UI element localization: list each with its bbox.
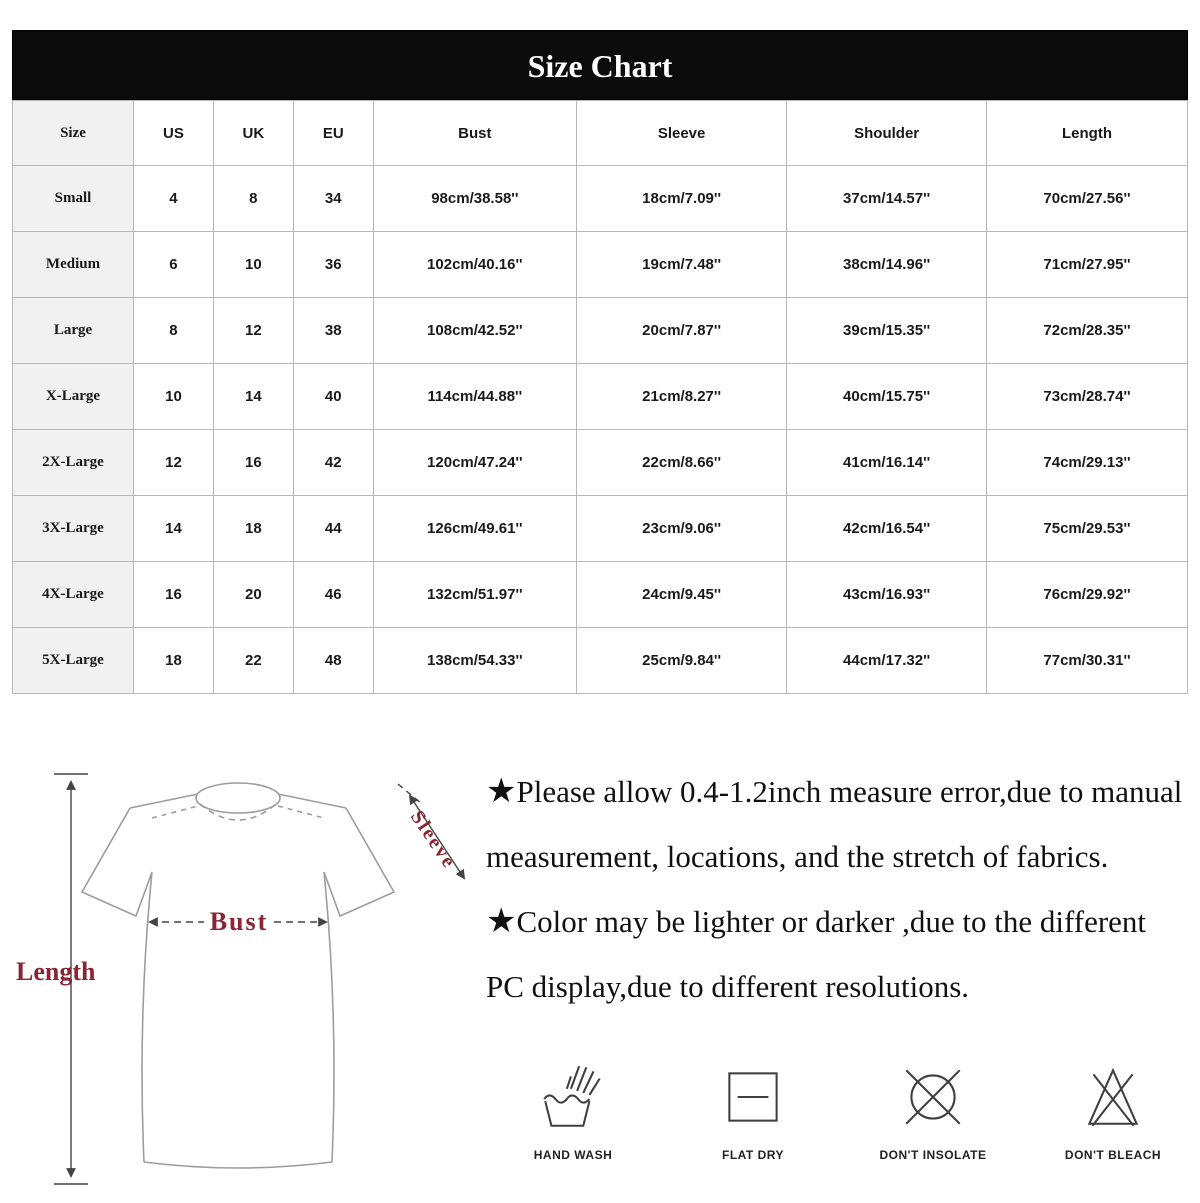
table-cell: 20 [213, 562, 293, 628]
table-cell: 40cm/15.75'' [787, 364, 987, 430]
table-row [13, 298, 1188, 364]
note-text: Please allow 0.4-1.2inch measure error,due to manual measurement, locations, and the stretch of fabrics. [486, 774, 1183, 874]
table-cell: 22cm/8.66'' [576, 430, 786, 496]
table-cell: 108cm/42.52'' [373, 298, 576, 364]
care-item-flat-dry [678, 1060, 828, 1162]
table-cell: 14 [134, 496, 214, 562]
note-item [486, 758, 1190, 888]
care-label: HAND WASH [533, 1148, 613, 1162]
table-cell: 34 [293, 166, 373, 232]
table-cell: 14 [213, 364, 293, 430]
table-cell: 42 [293, 430, 373, 496]
table-cell: 132cm/51.97'' [373, 562, 576, 628]
table-cell: 20cm/7.87'' [576, 298, 786, 364]
table-cell: 102cm/40.16'' [373, 232, 576, 298]
table-row [13, 364, 1188, 430]
column-header-size: Size [13, 101, 134, 166]
table-row [13, 562, 1188, 628]
table-cell: 71cm/27.95'' [987, 232, 1188, 298]
table-cell: 46 [293, 562, 373, 628]
table-cell: 18 [134, 628, 214, 694]
tshirt-outline [82, 783, 394, 1168]
care-label: DON'T BLEACH [1064, 1148, 1162, 1162]
table-cell: 22 [213, 628, 293, 694]
size-chart-title: Size Chart [12, 30, 1188, 100]
table-cell: 72cm/28.35'' [987, 298, 1188, 364]
table-cell: 42cm/16.54'' [787, 496, 987, 562]
star-bullet-icon: ★ [486, 903, 517, 940]
care-label: FLAT DRY [722, 1148, 784, 1162]
table-cell: 5X-Large [13, 628, 134, 694]
table-cell: 18 [213, 496, 293, 562]
table-cell: 70cm/27.56'' [987, 166, 1188, 232]
table-cell: 114cm/44.88'' [373, 364, 576, 430]
table-cell: 38 [293, 298, 373, 364]
table-cell: 10 [134, 364, 214, 430]
table-cell: 40 [293, 364, 373, 430]
table-cell: 41cm/16.14'' [787, 430, 987, 496]
length-label: Length [16, 957, 96, 986]
flat-dry-icon [716, 1060, 790, 1134]
table-cell: 48 [293, 628, 373, 694]
column-header-sleeve: Sleeve [576, 101, 786, 166]
care-instructions [498, 1060, 1188, 1162]
table-cell: 12 [213, 298, 293, 364]
table-cell: Large [13, 298, 134, 364]
table-cell: 74cm/29.13'' [987, 430, 1188, 496]
measurement-notes [486, 758, 1190, 1018]
table-cell: 120cm/47.24'' [373, 430, 576, 496]
table-cell: 77cm/30.31'' [987, 628, 1188, 694]
column-header-us: US [134, 101, 214, 166]
table-cell: 24cm/9.45'' [576, 562, 786, 628]
table-cell: 3X-Large [13, 496, 134, 562]
care-item-hand-wash [498, 1060, 648, 1162]
note-item [486, 888, 1190, 1018]
tshirt-diagram-svg [12, 752, 484, 1198]
table-cell: 73cm/28.74'' [987, 364, 1188, 430]
header-row [13, 101, 1188, 166]
table-cell: 19cm/7.48'' [576, 232, 786, 298]
column-header-bust: Bust [373, 101, 576, 166]
table-cell: 4X-Large [13, 562, 134, 628]
table-cell: 36 [293, 232, 373, 298]
care-label: DON'T INSOLATE [879, 1148, 987, 1162]
table-cell: 18cm/7.09'' [576, 166, 786, 232]
table-row [13, 430, 1188, 496]
table-cell: 12 [134, 430, 214, 496]
table-cell: 16 [134, 562, 214, 628]
bust-label: Bust [209, 907, 269, 936]
sleeve-label: Sleeve [405, 806, 461, 873]
table-cell: 37cm/14.57'' [787, 166, 987, 232]
table-cell: 2X-Large [13, 430, 134, 496]
care-item-dont-insolate [858, 1060, 1008, 1162]
table-cell: 76cm/29.92'' [987, 562, 1188, 628]
table-cell: 44 [293, 496, 373, 562]
table-cell: X-Large [13, 364, 134, 430]
table-cell: 25cm/9.84'' [576, 628, 786, 694]
table-cell: 38cm/14.96'' [787, 232, 987, 298]
table-cell: Small [13, 166, 134, 232]
column-header-shoulder: Shoulder [787, 101, 987, 166]
table-row [13, 628, 1188, 694]
table-cell: 126cm/49.61'' [373, 496, 576, 562]
table-cell: 43cm/16.93'' [787, 562, 987, 628]
table-cell: Medium [13, 232, 134, 298]
table-cell: 44cm/17.32'' [787, 628, 987, 694]
column-header-eu: EU [293, 101, 373, 166]
table-cell: 75cm/29.53'' [987, 496, 1188, 562]
table-cell: 23cm/9.06'' [576, 496, 786, 562]
dont-insolate-icon [896, 1060, 970, 1134]
table-cell: 21cm/8.27'' [576, 364, 786, 430]
dont-bleach-icon [1076, 1060, 1150, 1134]
column-header-length: Length [987, 101, 1188, 166]
table-cell: 8 [213, 166, 293, 232]
note-text: Color may be lighter or darker ,due to the different PC display,due to different resolutions. [486, 904, 1147, 1004]
table-cell: 16 [213, 430, 293, 496]
tshirt-measurement-diagram [12, 752, 484, 1198]
table-cell: 39cm/15.35'' [787, 298, 987, 364]
hand-wash-icon [536, 1060, 610, 1134]
table-cell: 6 [134, 232, 214, 298]
table-row [13, 496, 1188, 562]
size-chart-table [12, 100, 1188, 694]
table-cell: 4 [134, 166, 214, 232]
column-header-uk: UK [213, 101, 293, 166]
table-row [13, 232, 1188, 298]
size-chart [12, 30, 1188, 694]
table-row [13, 166, 1188, 232]
table-cell: 8 [134, 298, 214, 364]
table-cell: 138cm/54.33'' [373, 628, 576, 694]
star-bullet-icon: ★ [486, 773, 517, 810]
table-cell: 10 [213, 232, 293, 298]
table-cell: 98cm/38.58'' [373, 166, 576, 232]
care-item-dont-bleach [1038, 1060, 1188, 1162]
